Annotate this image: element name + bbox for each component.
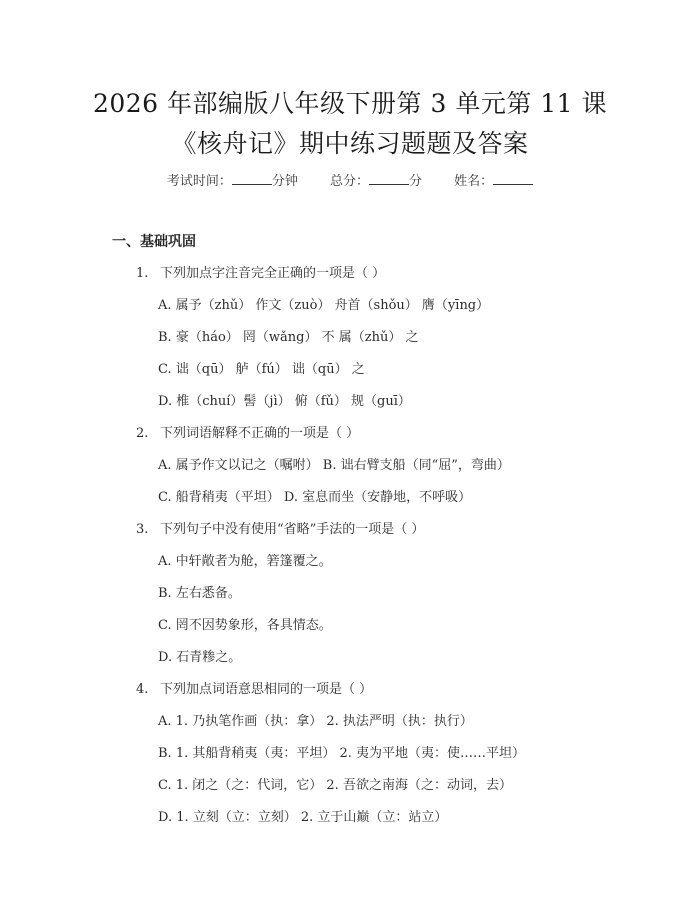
section-title: 一、基础巩固 — [112, 234, 196, 250]
option-2ab[interactable]: A. 属予作文以记之（嘱咐） B. 诎右臂支船（同“屈”，弯曲） — [158, 458, 510, 473]
option-3a[interactable]: A. 中轩敞者为舱，箬篷覆之。 — [158, 554, 332, 569]
name-blank[interactable] — [493, 174, 533, 185]
option-4b[interactable]: B. 1. 其船背稍夷（夷：平坦） 2. 夷为平地（夷：使……平坦） — [158, 746, 526, 761]
question-number: 2. — [136, 426, 149, 441]
time-blank[interactable] — [232, 174, 272, 185]
exam-meta — [0, 170, 700, 189]
exam-score — [330, 170, 422, 189]
option-1c[interactable]: C. 诎（qū） 舻（fú） 诎（qū） 之 — [158, 362, 365, 377]
title-line-2: 《核舟记》期中练习题题及答案 — [171, 129, 529, 158]
exam-name — [454, 170, 533, 189]
option-3c[interactable]: C. 罔不因势象形，各具情态。 — [158, 618, 332, 633]
option-2cd[interactable]: C. 船背稍夷（平坦） D. 室息而坐（安静地，不呼吸） — [158, 490, 472, 505]
question-text: 下列加点字注音完全正确的一项是（ ） — [160, 266, 386, 281]
question-number: 4. — [136, 682, 149, 697]
option-1a[interactable]: A. 属予（zhǔ） 作文（zuò） 舟首（shǒu） 膺（yīng） — [158, 298, 490, 313]
option-3d[interactable]: D. 石青糁之。 — [158, 650, 242, 665]
question-number: 3. — [136, 522, 149, 537]
option-4d[interactable]: D. 1. 立刻（立：立刻） 2. 立于山巅（立：站立） — [158, 810, 448, 825]
option-4a[interactable]: A. 1. 乃执笔作画（执：拿） 2. 执法严明（执：执行） — [158, 714, 473, 729]
time-unit: 分钟 — [271, 174, 298, 189]
title-line-1: 2026 年部编版八年级下册第 3 单元第 11 课 — [92, 89, 608, 118]
question-text: 下列句子中没有使用“省略”手法的一项是（ ） — [160, 522, 425, 537]
option-4c[interactable]: C. 1. 闭之（之：代词，它） 2. 吾欲之南海（之：动词，去） — [158, 778, 512, 793]
time-label: 考试时间： — [166, 174, 232, 189]
question-3 — [136, 518, 424, 537]
score-blank[interactable] — [369, 174, 409, 185]
option-1d[interactable]: D. 椎（chuí）髻（jì） 俯（fǔ） 规（guī） — [158, 394, 411, 409]
score-unit: 分 — [409, 174, 423, 189]
question-4 — [136, 678, 372, 697]
score-label: 总分： — [329, 174, 369, 189]
question-2 — [136, 422, 359, 441]
option-3b[interactable]: B. 左右悉备。 — [158, 586, 241, 601]
question-1 — [136, 262, 385, 281]
question-text: 下列词语解释不正确的一项是（ ） — [160, 426, 360, 441]
question-number: 1. — [136, 266, 149, 281]
exam-time — [167, 170, 298, 189]
question-text: 下列加点词语意思相同的一项是（ ） — [160, 682, 373, 697]
option-1b[interactable]: B. 豪（háo） 罔（wǎng） 不 属（zhǔ） 之 — [158, 330, 419, 345]
name-label: 姓名： — [454, 174, 494, 189]
